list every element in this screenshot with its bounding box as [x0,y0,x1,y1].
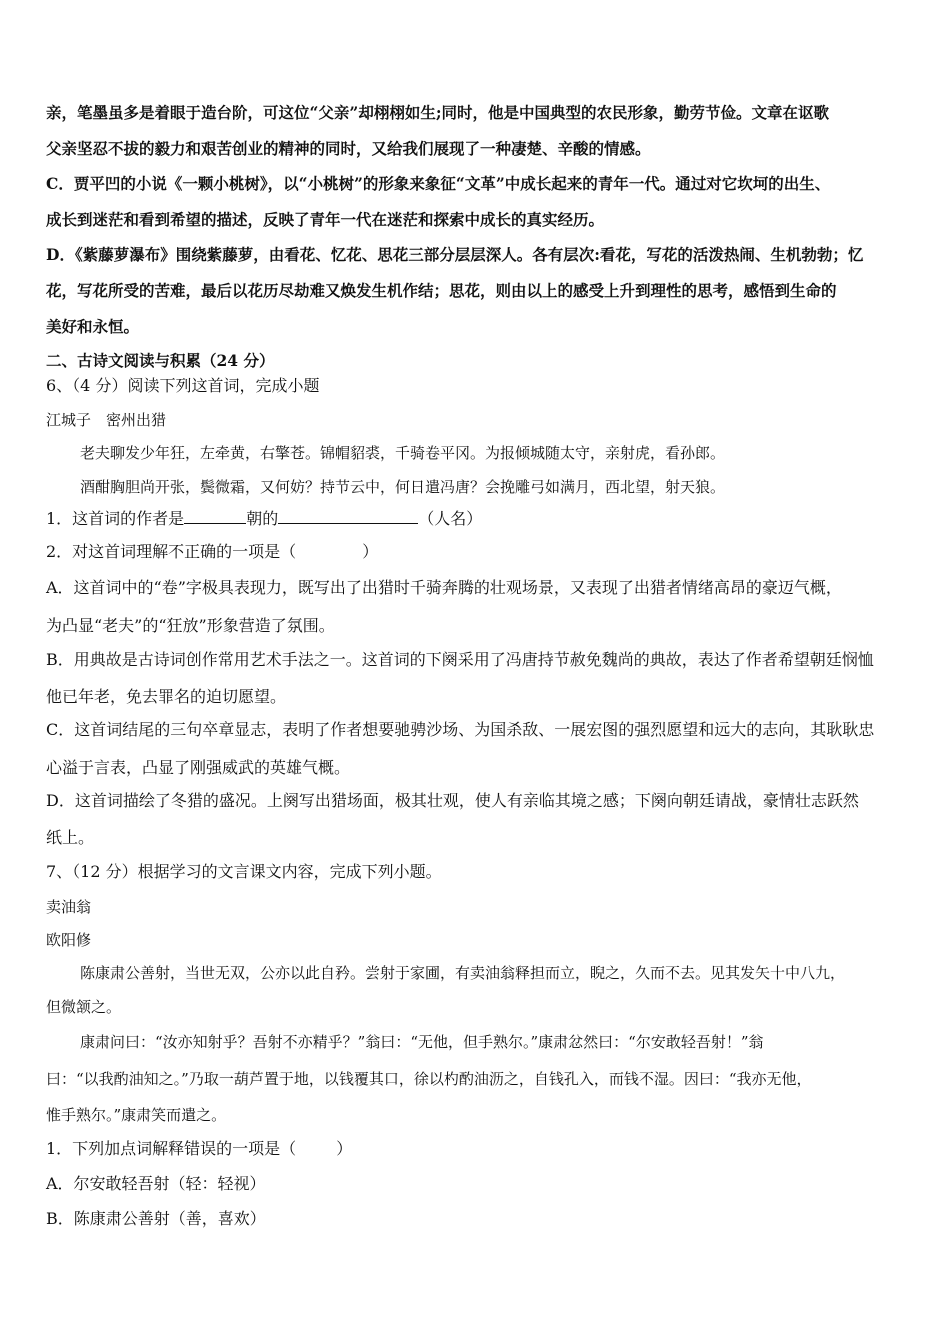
question-7-stem: 7、（12 分）根据学习的文言课文内容，完成下列小题。 [46,862,442,881]
poem-line-2: 酒酣胸胆尚开张，鬓微霜，又何妨？持节云中，何日遣冯唐？会挽雕弓如满月，西北望，射天狼。 [80,478,726,496]
q7-sub1-text-a: 1．下列加点词解释错误的一项是（ [46,1139,297,1158]
q6-option-c-line-2: 心溢于言表，凸显了刚强威武的英雄气概。 [46,758,351,777]
option-b-text-line-1: 亲，笔墨虽多是着眼于造台阶，可这位“父亲”却栩栩如生;同时，他是中国典型的农民形象，勤劳节俭。文章在讴歌 [46,103,830,122]
q6-option-d-line-2: 纸上。 [46,828,95,847]
q6-option-a-line-1: A．这首词中的“卷”字极具表现力，既写出了出猎时千骑奔腾的壮观场景，又表现了出猎者情绪高昂的豪迈气概， [46,578,842,597]
passage-para-1-line-2: 但微颔之。 [46,998,122,1016]
q7-sub1-text-b: ） [336,1139,353,1158]
q6-option-c-line-1: C．这首词结尾的三句卒章显志，表明了作者想要驰骋沙场、为国杀敌、一展宏图的强烈愿望和远大的志向，其耿耿忠 [46,720,875,739]
sub1-text-b: 朝的 [246,509,279,528]
option-d-text-line-2: 花，写花所受的苦难，最后以花历尽劫难又焕发生机作结；思花，则由以上的感受上升到理性的思考，感悟到生命的 [46,281,837,300]
question-6-stem: 6、（4 分）阅读下列这首词，完成小题 [46,376,320,395]
sub1-text-a: 1．这首词的作者是 [46,509,185,528]
author-name-blank[interactable] [278,509,418,524]
q6-option-a-line-2: 为凸显“老夫”的“狂放”形象营造了氛围。 [46,616,335,635]
option-d-text-line-3: 美好和永恒。 [46,317,140,336]
poem-title: 江城子 密州出猎 [46,411,167,429]
option-c-text-line-1: C．贾平凹的小说《一颗小桃树》，以“小桃树”的形象来象征“文革”中成长起来的青年一代。通过对它坎坷的出生、 [46,174,831,193]
passage-para-1-line-1: 陈康肃公善射，当世无双，公亦以此自矜。尝射于家圃，有卖油翁释担而立，睨之，久而不去。见其发矢十中八九， [80,964,846,982]
q7-option-a: A．尔安敢轻吾射（轻：轻视） [46,1174,266,1193]
author-dynasty-blank[interactable] [184,509,246,524]
sub2-text-b: ） [362,542,379,561]
sub2-text-a: 2．对这首词理解不正确的一项是（ [46,542,297,561]
q6-option-b-line-1: B．用典故是古诗词创作常用艺术手法之一。这首词的下阕采用了冯唐持节赦免魏尚的典故，表达了作者希望朝廷悯恤 [46,650,874,669]
question-7-sub-1 [46,1139,352,1159]
option-d-text-line-1: D．《紫藤萝瀑布》围绕紫藤萝，由看花、忆花、思花三部分层层深人。各有层次:看花，写花的活泼热闹、生机勃勃；忆 [46,245,864,264]
option-c-text-line-2: 成长到迷茫和看到希望的描述，反映了青年一代在迷茫和探索中成长的真实经历。 [46,210,605,229]
q6-option-d-line-1: D．这首词描绘了冬猎的盛况。上阕写出猎场面，极其壮观，使人有亲临其境之感；下阕向朝廷请战，豪情壮志跃然 [46,791,859,810]
sub1-text-c: （人名） [418,509,483,528]
passage-para-2-line-3: 惟手熟尔。”康肃笑而遣之。 [46,1106,227,1124]
passage-para-2-line-1: 康肃问曰：“汝亦知射乎？吾射不亦精乎？”翁曰：“无他，但手熟尔。”康肃忿然曰：“尔安敢轻吾射！”翁 [80,1033,764,1051]
q7-option-b: B．陈康肃公善射（善，喜欢） [46,1209,266,1228]
question-6-sub-1 [46,509,482,529]
passage-title: 卖油翁 [46,898,92,916]
option-b-text-line-2: 父亲坚忍不拔的毅力和艰苦创业的精神的同时，又给我们展现了一种凄楚、辛酸的情感。 [46,139,651,158]
poem-line-1: 老夫聊发少年狂，左牵黄，右擎苍。锦帽貂裘，千骑卷平冈。为报倾城随太守，亲射虎，看孙郎。 [80,444,726,462]
q6-option-b-line-2: 他已年老，免去罪名的迫切愿望。 [46,687,287,706]
question-6-sub-2 [46,542,378,562]
passage-para-2-line-2: 曰：“以我酌油知之。”乃取一葫芦置于地，以钱覆其口，徐以杓酌油沥之，自钱孔入，而钱不湿。因曰：“我亦无他， [46,1070,812,1088]
passage-author: 欧阳修 [46,931,92,949]
section-heading: 二、古诗文阅读与积累（24 分） [46,351,275,370]
